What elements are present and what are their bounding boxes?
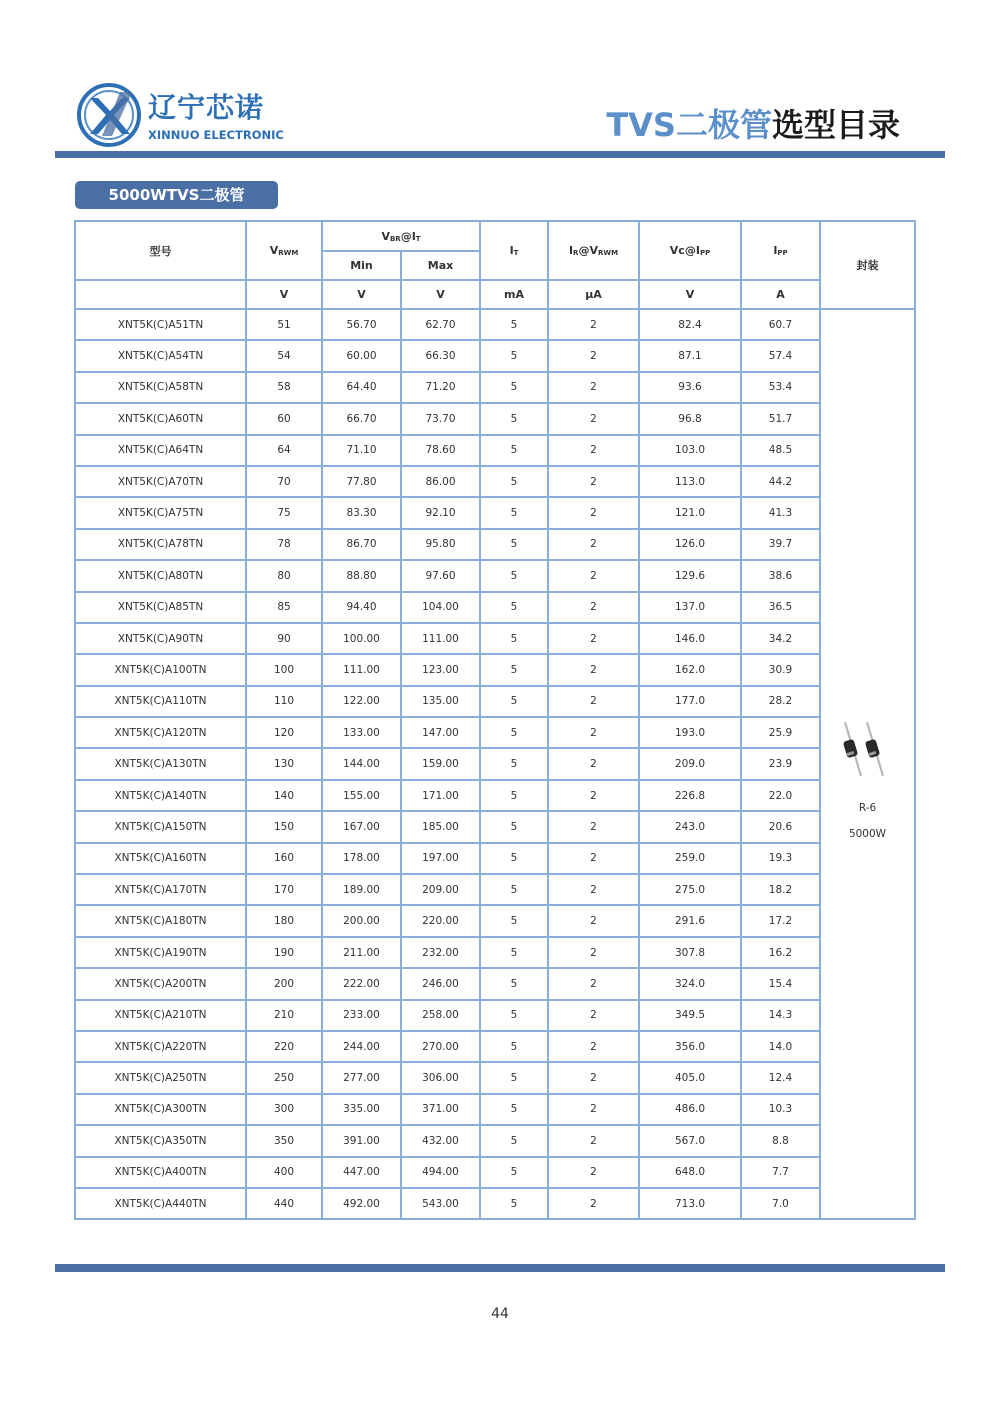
cell-vc: 126.0 <box>639 529 741 560</box>
unit-min: V <box>322 280 401 309</box>
table-row <box>75 1157 915 1188</box>
cell-it: 5 <box>480 937 548 968</box>
cell-vbr-max: 371.00 <box>401 1094 480 1125</box>
unit-it: mA <box>480 280 548 309</box>
cell-vbr-max: 220.00 <box>401 905 480 936</box>
cell-model: XNT5K(C)A170TN <box>75 874 246 905</box>
cell-vc: 87.1 <box>639 340 741 371</box>
cell-model: XNT5K(C)A100TN <box>75 654 246 685</box>
cell-vc: 177.0 <box>639 686 741 717</box>
cell-vrwm: 210 <box>246 1000 322 1031</box>
cell-vrwm: 140 <box>246 780 322 811</box>
cell-model: XNT5K(C)A350TN <box>75 1125 246 1156</box>
cell-ipp: 18.2 <box>741 874 820 905</box>
cell-ir: 2 <box>548 435 639 466</box>
table-row <box>75 403 915 434</box>
cell-model: XNT5K(C)A400TN <box>75 1157 246 1188</box>
header-max: Max <box>401 251 480 280</box>
cell-ipp: 44.2 <box>741 466 820 497</box>
cell-vbr-min: 233.00 <box>322 1000 401 1031</box>
cell-it: 5 <box>480 905 548 936</box>
cell-vrwm: 70 <box>246 466 322 497</box>
cell-ipp: 14.3 <box>741 1000 820 1031</box>
cell-vbr-min: 86.70 <box>322 529 401 560</box>
cell-vc: 96.8 <box>639 403 741 434</box>
cell-it: 5 <box>480 1000 548 1031</box>
table-row <box>75 497 915 528</box>
cell-ir: 2 <box>548 717 639 748</box>
cell-vrwm: 190 <box>246 937 322 968</box>
cell-it: 5 <box>480 968 548 999</box>
header-package: 封装 <box>820 221 915 309</box>
cell-vbr-max: 209.00 <box>401 874 480 905</box>
cell-ir: 2 <box>548 1125 639 1156</box>
cell-vbr-max: 432.00 <box>401 1125 480 1156</box>
cell-vbr-min: 60.00 <box>322 340 401 371</box>
cell-vrwm: 75 <box>246 497 322 528</box>
cell-ir: 2 <box>548 748 639 779</box>
cell-ir: 2 <box>548 1031 639 1062</box>
cell-ipp: 60.7 <box>741 309 820 340</box>
cell-vbr-max: 197.00 <box>401 843 480 874</box>
cell-ir: 2 <box>548 372 639 403</box>
table-row <box>75 748 915 779</box>
table-row <box>75 309 915 340</box>
cell-vrwm: 78 <box>246 529 322 560</box>
package-power: 5000W <box>848 828 887 841</box>
table-row <box>75 968 915 999</box>
cell-vbr-max: 494.00 <box>401 1157 480 1188</box>
cell-it: 5 <box>480 1125 548 1156</box>
cell-vc: 209.0 <box>639 748 741 779</box>
cell-vc: 137.0 <box>639 592 741 623</box>
cell-ir: 2 <box>548 1094 639 1125</box>
cell-vrwm: 180 <box>246 905 322 936</box>
cell-vbr-max: 73.70 <box>401 403 480 434</box>
cell-vbr-max: 171.00 <box>401 780 480 811</box>
cell-vbr-max: 104.00 <box>401 592 480 623</box>
page-number: 44 <box>491 1306 509 1322</box>
cell-vbr-max: 258.00 <box>401 1000 480 1031</box>
cell-ir: 2 <box>548 843 639 874</box>
cell-vbr-min: 88.80 <box>322 560 401 591</box>
header-it: $I_T$ <box>480 221 548 280</box>
cell-vbr-max: 246.00 <box>401 968 480 999</box>
logo-chinese-name: 辽宁芯诺 <box>148 91 265 124</box>
logo-english-name: XINNUO ELECTRONIC <box>148 128 284 142</box>
cell-vbr-min: 77.80 <box>322 466 401 497</box>
cell-model: XNT5K(C)A80TN <box>75 560 246 591</box>
unit-max: V <box>401 280 480 309</box>
cell-ir: 2 <box>548 309 639 340</box>
cell-ipp: 15.4 <box>741 968 820 999</box>
table-row <box>75 466 915 497</box>
cell-vbr-min: 133.00 <box>322 717 401 748</box>
cell-it: 5 <box>480 623 548 654</box>
cell-ir: 2 <box>548 529 639 560</box>
cell-vc: 103.0 <box>639 435 741 466</box>
cell-ir: 2 <box>548 968 639 999</box>
cell-ipp: 7.0 <box>741 1188 820 1219</box>
cell-vbr-min: 391.00 <box>322 1125 401 1156</box>
cell-model: XNT5K(C)A54TN <box>75 340 246 371</box>
unit-vc: V <box>639 280 741 309</box>
cell-ir: 2 <box>548 560 639 591</box>
cell-model: XNT5K(C)A60TN <box>75 403 246 434</box>
cell-ipp: 14.0 <box>741 1031 820 1062</box>
cell-vc: 713.0 <box>639 1188 741 1219</box>
table-row <box>75 560 915 591</box>
unit-ipp: A <box>741 280 820 309</box>
cell-it: 5 <box>480 1188 548 1219</box>
cell-ipp: 51.7 <box>741 403 820 434</box>
cell-vbr-min: 111.00 <box>322 654 401 685</box>
table-row <box>75 435 915 466</box>
cell-vbr-min: 222.00 <box>322 968 401 999</box>
cell-vbr-min: 335.00 <box>322 1094 401 1125</box>
cell-it: 5 <box>480 654 548 685</box>
table-row <box>75 843 915 874</box>
table-row <box>75 937 915 968</box>
cell-vrwm: 54 <box>246 340 322 371</box>
cell-it: 5 <box>480 435 548 466</box>
cell-vbr-min: 155.00 <box>322 780 401 811</box>
cell-model: XNT5K(C)A190TN <box>75 937 246 968</box>
cell-vbr-max: 92.10 <box>401 497 480 528</box>
cell-vbr-min: 66.70 <box>322 403 401 434</box>
cell-vrwm: 300 <box>246 1094 322 1125</box>
table-row <box>75 874 915 905</box>
cell-vc: 405.0 <box>639 1062 741 1093</box>
cell-vrwm: 350 <box>246 1125 322 1156</box>
unit-model <box>75 280 246 309</box>
cell-vrwm: 80 <box>246 560 322 591</box>
cell-vc: 129.6 <box>639 560 741 591</box>
cell-model: XNT5K(C)A210TN <box>75 1000 246 1031</box>
cell-vrwm: 440 <box>246 1188 322 1219</box>
cell-ipp: 36.5 <box>741 592 820 623</box>
cell-it: 5 <box>480 1157 548 1188</box>
footer-divider <box>55 1264 945 1272</box>
cell-model: XNT5K(C)A58TN <box>75 372 246 403</box>
cell-vc: 82.4 <box>639 309 741 340</box>
cell-ir: 2 <box>548 937 639 968</box>
cell-vbr-max: 135.00 <box>401 686 480 717</box>
cell-model: XNT5K(C)A440TN <box>75 1188 246 1219</box>
cell-it: 5 <box>480 780 548 811</box>
cell-vrwm: 110 <box>246 686 322 717</box>
cell-model: XNT5K(C)A110TN <box>75 686 246 717</box>
cell-vbr-min: 447.00 <box>322 1157 401 1188</box>
document-title <box>606 100 900 146</box>
cell-ir: 2 <box>548 1188 639 1219</box>
cell-ipp: 34.2 <box>741 623 820 654</box>
table-row <box>75 686 915 717</box>
cell-ipp: 16.2 <box>741 937 820 968</box>
cell-vrwm: 250 <box>246 1062 322 1093</box>
cell-vbr-max: 86.00 <box>401 466 480 497</box>
package-cell <box>820 309 915 1219</box>
cell-it: 5 <box>480 529 548 560</box>
cell-ir: 2 <box>548 874 639 905</box>
cell-vc: 275.0 <box>639 874 741 905</box>
cell-ipp: 53.4 <box>741 372 820 403</box>
cell-vbr-max: 123.00 <box>401 654 480 685</box>
cell-vc: 113.0 <box>639 466 741 497</box>
table-row <box>75 340 915 371</box>
cell-ipp: 30.9 <box>741 654 820 685</box>
cell-vbr-min: 83.30 <box>322 497 401 528</box>
logo-mark-icon <box>76 82 142 148</box>
cell-vc: 486.0 <box>639 1094 741 1125</box>
cell-model: XNT5K(C)A90TN <box>75 623 246 654</box>
cell-ir: 2 <box>548 592 639 623</box>
cell-vbr-max: 111.00 <box>401 623 480 654</box>
cell-model: XNT5K(C)A250TN <box>75 1062 246 1093</box>
cell-ir: 2 <box>548 905 639 936</box>
cell-ir: 2 <box>548 686 639 717</box>
cell-it: 5 <box>480 592 548 623</box>
cell-it: 5 <box>480 340 548 371</box>
cell-model: XNT5K(C)A180TN <box>75 905 246 936</box>
cell-it: 5 <box>480 874 548 905</box>
cell-model: XNT5K(C)A140TN <box>75 780 246 811</box>
cell-vrwm: 58 <box>246 372 322 403</box>
cell-vrwm: 51 <box>246 309 322 340</box>
table-row <box>75 1188 915 1219</box>
cell-model: XNT5K(C)A75TN <box>75 497 246 528</box>
cell-it: 5 <box>480 309 548 340</box>
cell-model: XNT5K(C)A70TN <box>75 466 246 497</box>
cell-vrwm: 220 <box>246 1031 322 1062</box>
cell-vrwm: 85 <box>246 592 322 623</box>
cell-vrwm: 150 <box>246 811 322 842</box>
cell-vbr-min: 178.00 <box>322 843 401 874</box>
cell-it: 5 <box>480 560 548 591</box>
header-ir: $I_R@V_{RWM}$ <box>548 221 639 280</box>
cell-ir: 2 <box>548 497 639 528</box>
cell-vc: 93.6 <box>639 372 741 403</box>
cell-ipp: 17.2 <box>741 905 820 936</box>
cell-vrwm: 100 <box>246 654 322 685</box>
cell-model: XNT5K(C)A200TN <box>75 968 246 999</box>
cell-model: XNT5K(C)A85TN <box>75 592 246 623</box>
cell-vc: 349.5 <box>639 1000 741 1031</box>
cell-it: 5 <box>480 497 548 528</box>
cell-ipp: 28.2 <box>741 686 820 717</box>
spec-table <box>74 220 916 1220</box>
header-ipp: $I_{PP}$ <box>741 221 820 280</box>
cell-vrwm: 170 <box>246 874 322 905</box>
cell-ipp: 7.7 <box>741 1157 820 1188</box>
cell-ipp: 38.6 <box>741 560 820 591</box>
cell-ipp: 39.7 <box>741 529 820 560</box>
cell-vc: 162.0 <box>639 654 741 685</box>
header-model: 型号 <box>75 221 246 280</box>
cell-it: 5 <box>480 403 548 434</box>
cell-it: 5 <box>480 466 548 497</box>
header-vc: $Vc@I_{PP}$ <box>639 221 741 280</box>
table-row <box>75 623 915 654</box>
cell-vc: 291.6 <box>639 905 741 936</box>
cell-model: XNT5K(C)A220TN <box>75 1031 246 1062</box>
spec-table-body <box>75 309 915 1219</box>
cell-vbr-max: 185.00 <box>401 811 480 842</box>
cell-model: XNT5K(C)A51TN <box>75 309 246 340</box>
cell-vbr-min: 211.00 <box>322 937 401 968</box>
cell-vrwm: 400 <box>246 1157 322 1188</box>
cell-model: XNT5K(C)A300TN <box>75 1094 246 1125</box>
cell-ir: 2 <box>548 1062 639 1093</box>
cell-vbr-max: 306.00 <box>401 1062 480 1093</box>
cell-vc: 356.0 <box>639 1031 741 1062</box>
cell-vbr-min: 167.00 <box>322 811 401 842</box>
header-min: Min <box>322 251 401 280</box>
cell-vrwm: 90 <box>246 623 322 654</box>
unit-ir: μA <box>548 280 639 309</box>
cell-model: XNT5K(C)A64TN <box>75 435 246 466</box>
cell-ir: 2 <box>548 654 639 685</box>
table-row <box>75 1094 915 1125</box>
table-row <box>75 811 915 842</box>
table-row <box>75 1000 915 1031</box>
cell-model: XNT5K(C)A160TN <box>75 843 246 874</box>
table-row <box>75 372 915 403</box>
cell-vbr-max: 71.20 <box>401 372 480 403</box>
document-title-part2: 选型目录 <box>771 106 900 144</box>
header-divider <box>55 151 945 158</box>
cell-ipp: 23.9 <box>741 748 820 779</box>
cell-model: XNT5K(C)A130TN <box>75 748 246 779</box>
cell-vbr-min: 122.00 <box>322 686 401 717</box>
table-row <box>75 905 915 936</box>
cell-vbr-max: 97.60 <box>401 560 480 591</box>
cell-vrwm: 200 <box>246 968 322 999</box>
cell-it: 5 <box>480 811 548 842</box>
table-row <box>75 529 915 560</box>
cell-vc: 324.0 <box>639 968 741 999</box>
cell-vrwm: 64 <box>246 435 322 466</box>
cell-ir: 2 <box>548 1000 639 1031</box>
table-row <box>75 654 915 685</box>
cell-vbr-max: 66.30 <box>401 340 480 371</box>
cell-ipp: 10.3 <box>741 1094 820 1125</box>
cell-vbr-min: 492.00 <box>322 1188 401 1219</box>
cell-it: 5 <box>480 717 548 748</box>
cell-it: 5 <box>480 748 548 779</box>
cell-ipp: 25.9 <box>741 717 820 748</box>
cell-ir: 2 <box>548 466 639 497</box>
cell-vbr-min: 71.10 <box>322 435 401 466</box>
cell-vc: 121.0 <box>639 497 741 528</box>
cell-ir: 2 <box>548 780 639 811</box>
cell-model: XNT5K(C)A120TN <box>75 717 246 748</box>
cell-vbr-min: 277.00 <box>322 1062 401 1093</box>
table-row <box>75 1125 915 1156</box>
cell-ir: 2 <box>548 1157 639 1188</box>
cell-ir: 2 <box>548 623 639 654</box>
cell-model: XNT5K(C)A78TN <box>75 529 246 560</box>
cell-ipp: 20.6 <box>741 811 820 842</box>
cell-model: XNT5K(C)A150TN <box>75 811 246 842</box>
cell-vrwm: 60 <box>246 403 322 434</box>
cell-vbr-min: 244.00 <box>322 1031 401 1062</box>
cell-vbr-max: 232.00 <box>401 937 480 968</box>
cell-ipp: 22.0 <box>741 780 820 811</box>
cell-vc: 193.0 <box>639 717 741 748</box>
cell-vbr-min: 189.00 <box>322 874 401 905</box>
cell-vbr-max: 95.80 <box>401 529 480 560</box>
section-title: 5000WTVS二极管 <box>75 181 278 209</box>
cell-it: 5 <box>480 1031 548 1062</box>
cell-vbr-min: 94.40 <box>322 592 401 623</box>
cell-vc: 226.8 <box>639 780 741 811</box>
axial-diode-icon <box>837 718 899 780</box>
cell-vbr-max: 62.70 <box>401 309 480 340</box>
cell-it: 5 <box>480 1062 548 1093</box>
company-logo <box>76 82 284 148</box>
cell-ipp: 8.8 <box>741 1125 820 1156</box>
cell-ipp: 48.5 <box>741 435 820 466</box>
package-name: R-6 <box>858 802 877 815</box>
cell-ipp: 19.3 <box>741 843 820 874</box>
cell-vrwm: 160 <box>246 843 322 874</box>
table-row <box>75 1031 915 1062</box>
cell-vbr-min: 56.70 <box>322 309 401 340</box>
cell-vc: 243.0 <box>639 811 741 842</box>
cell-ir: 2 <box>548 811 639 842</box>
cell-ir: 2 <box>548 340 639 371</box>
unit-vrwm: V <box>246 280 322 309</box>
cell-vbr-max: 78.60 <box>401 435 480 466</box>
document-title-part1: TVS二极管 <box>606 106 772 144</box>
cell-vbr-min: 200.00 <box>322 905 401 936</box>
cell-vc: 307.8 <box>639 937 741 968</box>
table-row <box>75 1062 915 1093</box>
header-vbr: $V_{BR}@I_T$ <box>322 221 480 251</box>
table-row <box>75 592 915 623</box>
cell-vc: 259.0 <box>639 843 741 874</box>
cell-vbr-max: 147.00 <box>401 717 480 748</box>
cell-vc: 648.0 <box>639 1157 741 1188</box>
table-row <box>75 780 915 811</box>
cell-vrwm: 120 <box>246 717 322 748</box>
cell-it: 5 <box>480 686 548 717</box>
header-vrwm: $V_{RWM}$ <box>246 221 322 280</box>
cell-vc: 146.0 <box>639 623 741 654</box>
cell-it: 5 <box>480 843 548 874</box>
cell-vrwm: 130 <box>246 748 322 779</box>
cell-vbr-min: 64.40 <box>322 372 401 403</box>
cell-vc: 567.0 <box>639 1125 741 1156</box>
cell-ipp: 57.4 <box>741 340 820 371</box>
table-row <box>75 717 915 748</box>
cell-ir: 2 <box>548 403 639 434</box>
cell-vbr-max: 270.00 <box>401 1031 480 1062</box>
cell-vbr-min: 144.00 <box>322 748 401 779</box>
cell-vbr-max: 543.00 <box>401 1188 480 1219</box>
cell-vbr-min: 100.00 <box>322 623 401 654</box>
cell-vbr-max: 159.00 <box>401 748 480 779</box>
cell-ipp: 41.3 <box>741 497 820 528</box>
cell-ipp: 12.4 <box>741 1062 820 1093</box>
cell-it: 5 <box>480 372 548 403</box>
cell-it: 5 <box>480 1094 548 1125</box>
